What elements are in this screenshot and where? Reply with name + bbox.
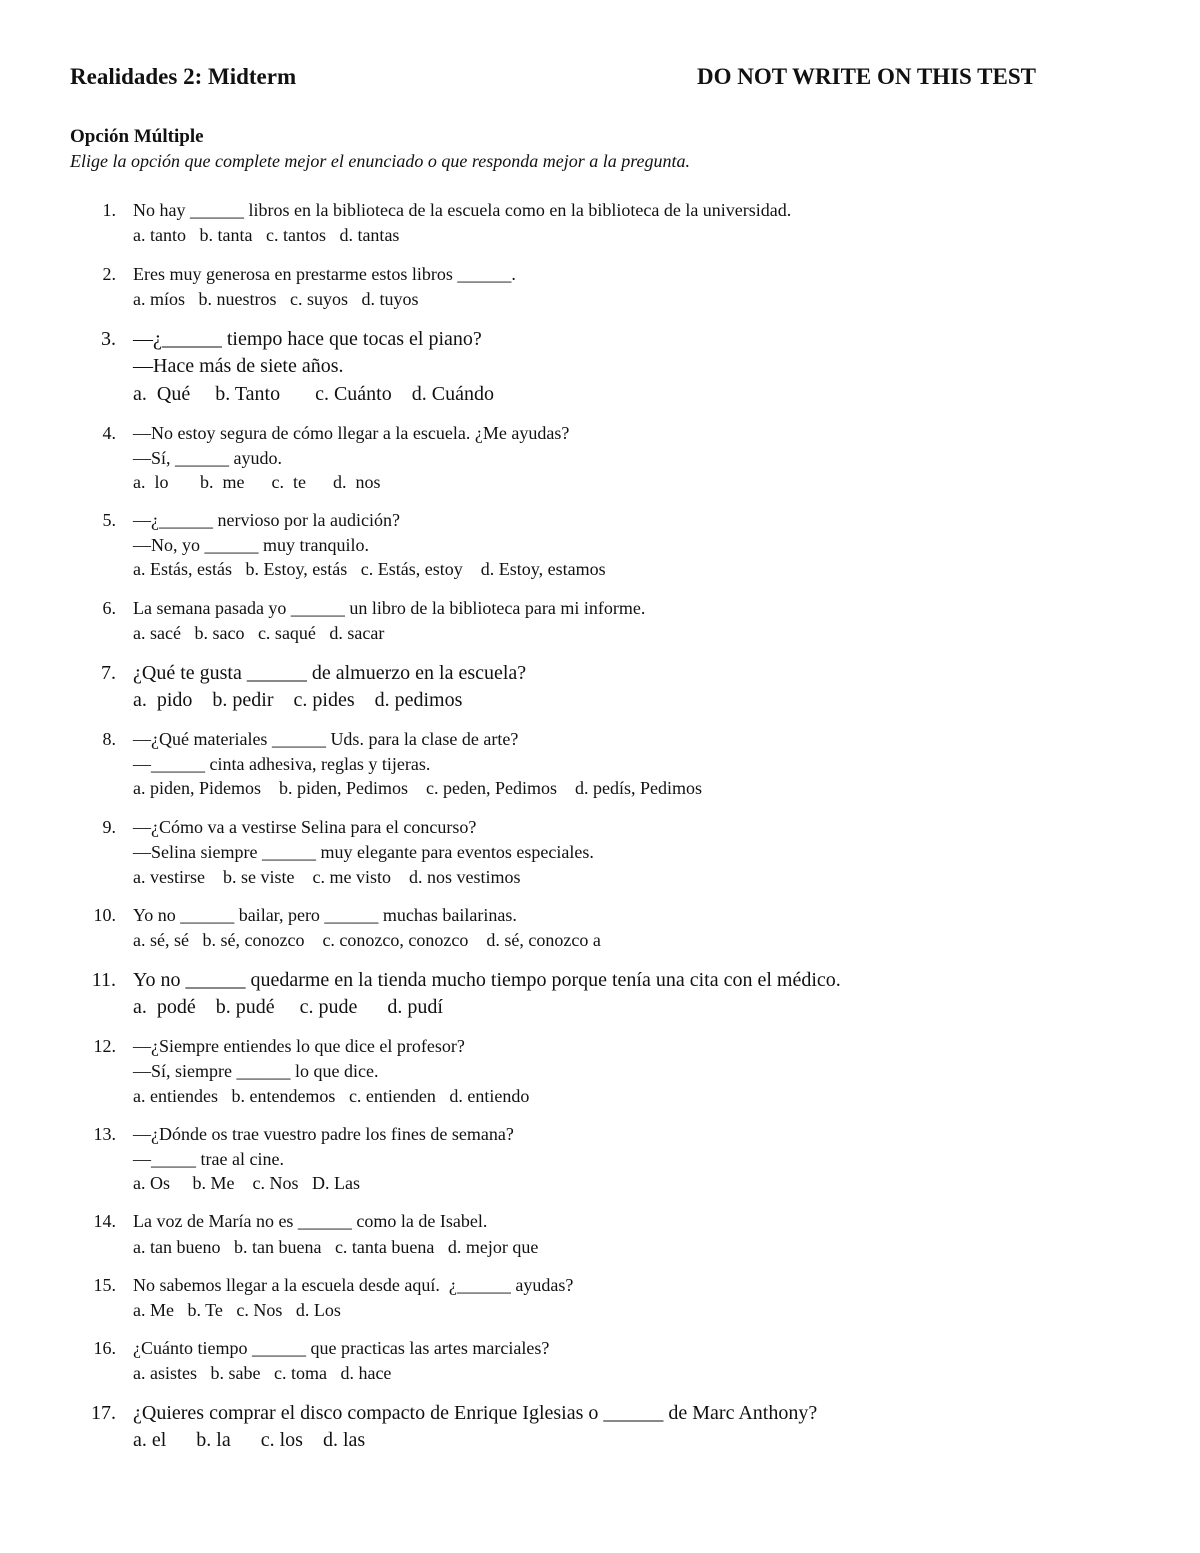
answer-options: a. sé, sé b. sé, conozco c. conozco, conozco d. sé, conozco a xyxy=(133,930,601,950)
question-number: 17. xyxy=(91,1402,116,1424)
answer-options: a. tan bueno b. tan buena c. tanta buena d. mejor que xyxy=(133,1237,539,1257)
answer-options: a. Os b. Me c. Nos D. Las xyxy=(133,1173,360,1193)
question-number: 6. xyxy=(102,598,116,618)
test-title: Realidades 2: Midterm xyxy=(70,64,297,89)
question-text: —No estoy segura de cómo llegar a la escuela. ¿Me ayudas? xyxy=(133,423,570,443)
question-text: La voz de María no es ______ como la de Isabel. xyxy=(133,1211,488,1231)
question-number: 5. xyxy=(102,510,116,530)
answer-options: a. piden, Pidemos b. piden, Pedimos c. peden, Pedimos d. pedís, Pedimos xyxy=(133,778,702,798)
question-text: —¿______ tiempo hace que tocas el piano? xyxy=(133,328,482,350)
answer-options: a. sacé b. saco c. saqué d. sacar xyxy=(133,623,385,643)
question-text: Yo no ______ quedarme en la tienda mucho tiempo porque tenía una cita con el médico. xyxy=(133,969,841,991)
question-text: Yo no ______ bailar, pero ______ muchas bailarinas. xyxy=(133,905,517,925)
question-text: La semana pasada yo ______ un libro de la biblioteca para mi informe. xyxy=(133,598,646,618)
question-text: —Sí, ______ ayudo. xyxy=(133,448,283,468)
answer-options: a. el b. la c. los d. las xyxy=(133,1429,366,1451)
question-number: 7. xyxy=(101,662,116,684)
question-number: 13. xyxy=(93,1124,116,1144)
question-number: 12. xyxy=(93,1036,116,1056)
question-text: —Sí, siempre ______ lo que dice. xyxy=(133,1061,379,1081)
question-text: ¿Qué te gusta ______ de almuerzo en la escuela? xyxy=(133,662,527,684)
question-text: ¿Quieres comprar el disco compacto de Enrique Iglesias o ______ de Marc Anthony? xyxy=(133,1402,818,1424)
question-text: Eres muy generosa en prestarme estos libros ______. xyxy=(133,264,516,284)
question-number: 11. xyxy=(91,969,116,991)
answer-options: a. vestirse b. se viste c. me visto d. nos vestimos xyxy=(133,867,521,887)
answer-options: a. míos b. nuestros c. suyos d. tuyos xyxy=(133,289,419,309)
answer-options: a. pido b. pedir c. pides d. pedimos xyxy=(133,689,463,711)
question-text: —______ cinta adhesiva, reglas y tijeras. xyxy=(133,754,431,774)
question-number: 10. xyxy=(93,905,116,925)
answer-options: a. asistes b. sabe c. toma d. hace xyxy=(133,1363,392,1383)
question-number: 16. xyxy=(93,1338,116,1358)
question-number: 15. xyxy=(93,1275,116,1295)
question-text: —_____ trae al cine. xyxy=(133,1149,284,1169)
question-text: No hay ______ libros en la biblioteca de la escuela como en la biblioteca de la universidad. xyxy=(133,200,792,220)
question-text: —¿Dónde os trae vuestro padre los fines de semana? xyxy=(133,1124,514,1144)
do-not-write-notice: DO NOT WRITE ON THIS TEST xyxy=(697,64,1036,89)
question-text: —¿Siempre entiendes lo que dice el profesor? xyxy=(133,1036,465,1056)
answer-options: a. entiendes b. entendemos c. entienden d. entiendo xyxy=(133,1086,530,1106)
question-number: 14. xyxy=(93,1211,116,1231)
question-number: 4. xyxy=(102,423,116,443)
answer-options: a. Estás, estás b. Estoy, estás c. Estás, estoy d. Estoy, estamos xyxy=(133,559,606,579)
question-number: 3. xyxy=(101,328,116,350)
question-text: ¿Cuánto tiempo ______ que practicas las artes marciales? xyxy=(133,1338,550,1358)
question-number: 1. xyxy=(102,200,116,220)
question-text: No sabemos llegar a la escuela desde aquí. ¿______ ayudas? xyxy=(133,1275,574,1295)
answer-options: a. Qué b. Tanto c. Cuánto d. Cuándo xyxy=(133,383,494,405)
question-text: —¿Qué materiales ______ Uds. para la clase de arte? xyxy=(133,729,519,749)
section-title: Opción Múltiple xyxy=(70,126,204,147)
question-text: —No, yo ______ muy tranquilo. xyxy=(133,535,369,555)
section-instructions: Elige la opción que complete mejor el enunciado o que responda mejor a la pregunta. xyxy=(70,151,691,171)
question-number: 9. xyxy=(102,817,116,837)
answer-options: a. Me b. Te c. Nos d. Los xyxy=(133,1300,341,1320)
answer-options: a. tanto b. tanta c. tantos d. tantas xyxy=(133,225,400,245)
question-text: —Hace más de siete años. xyxy=(133,355,344,377)
question-number: 8. xyxy=(102,729,116,749)
question-number: 2. xyxy=(102,264,116,284)
question-text: —¿Cómo va a vestirse Selina para el concurso? xyxy=(133,817,477,837)
answer-options: a. lo b. me c. te d. nos xyxy=(133,472,381,492)
question-text: —Selina siempre ______ muy elegante para eventos especiales. xyxy=(133,842,594,862)
question-text: —¿______ nervioso por la audición? xyxy=(133,510,400,530)
answer-options: a. podé b. pudé c. pude d. pudí xyxy=(133,996,443,1018)
